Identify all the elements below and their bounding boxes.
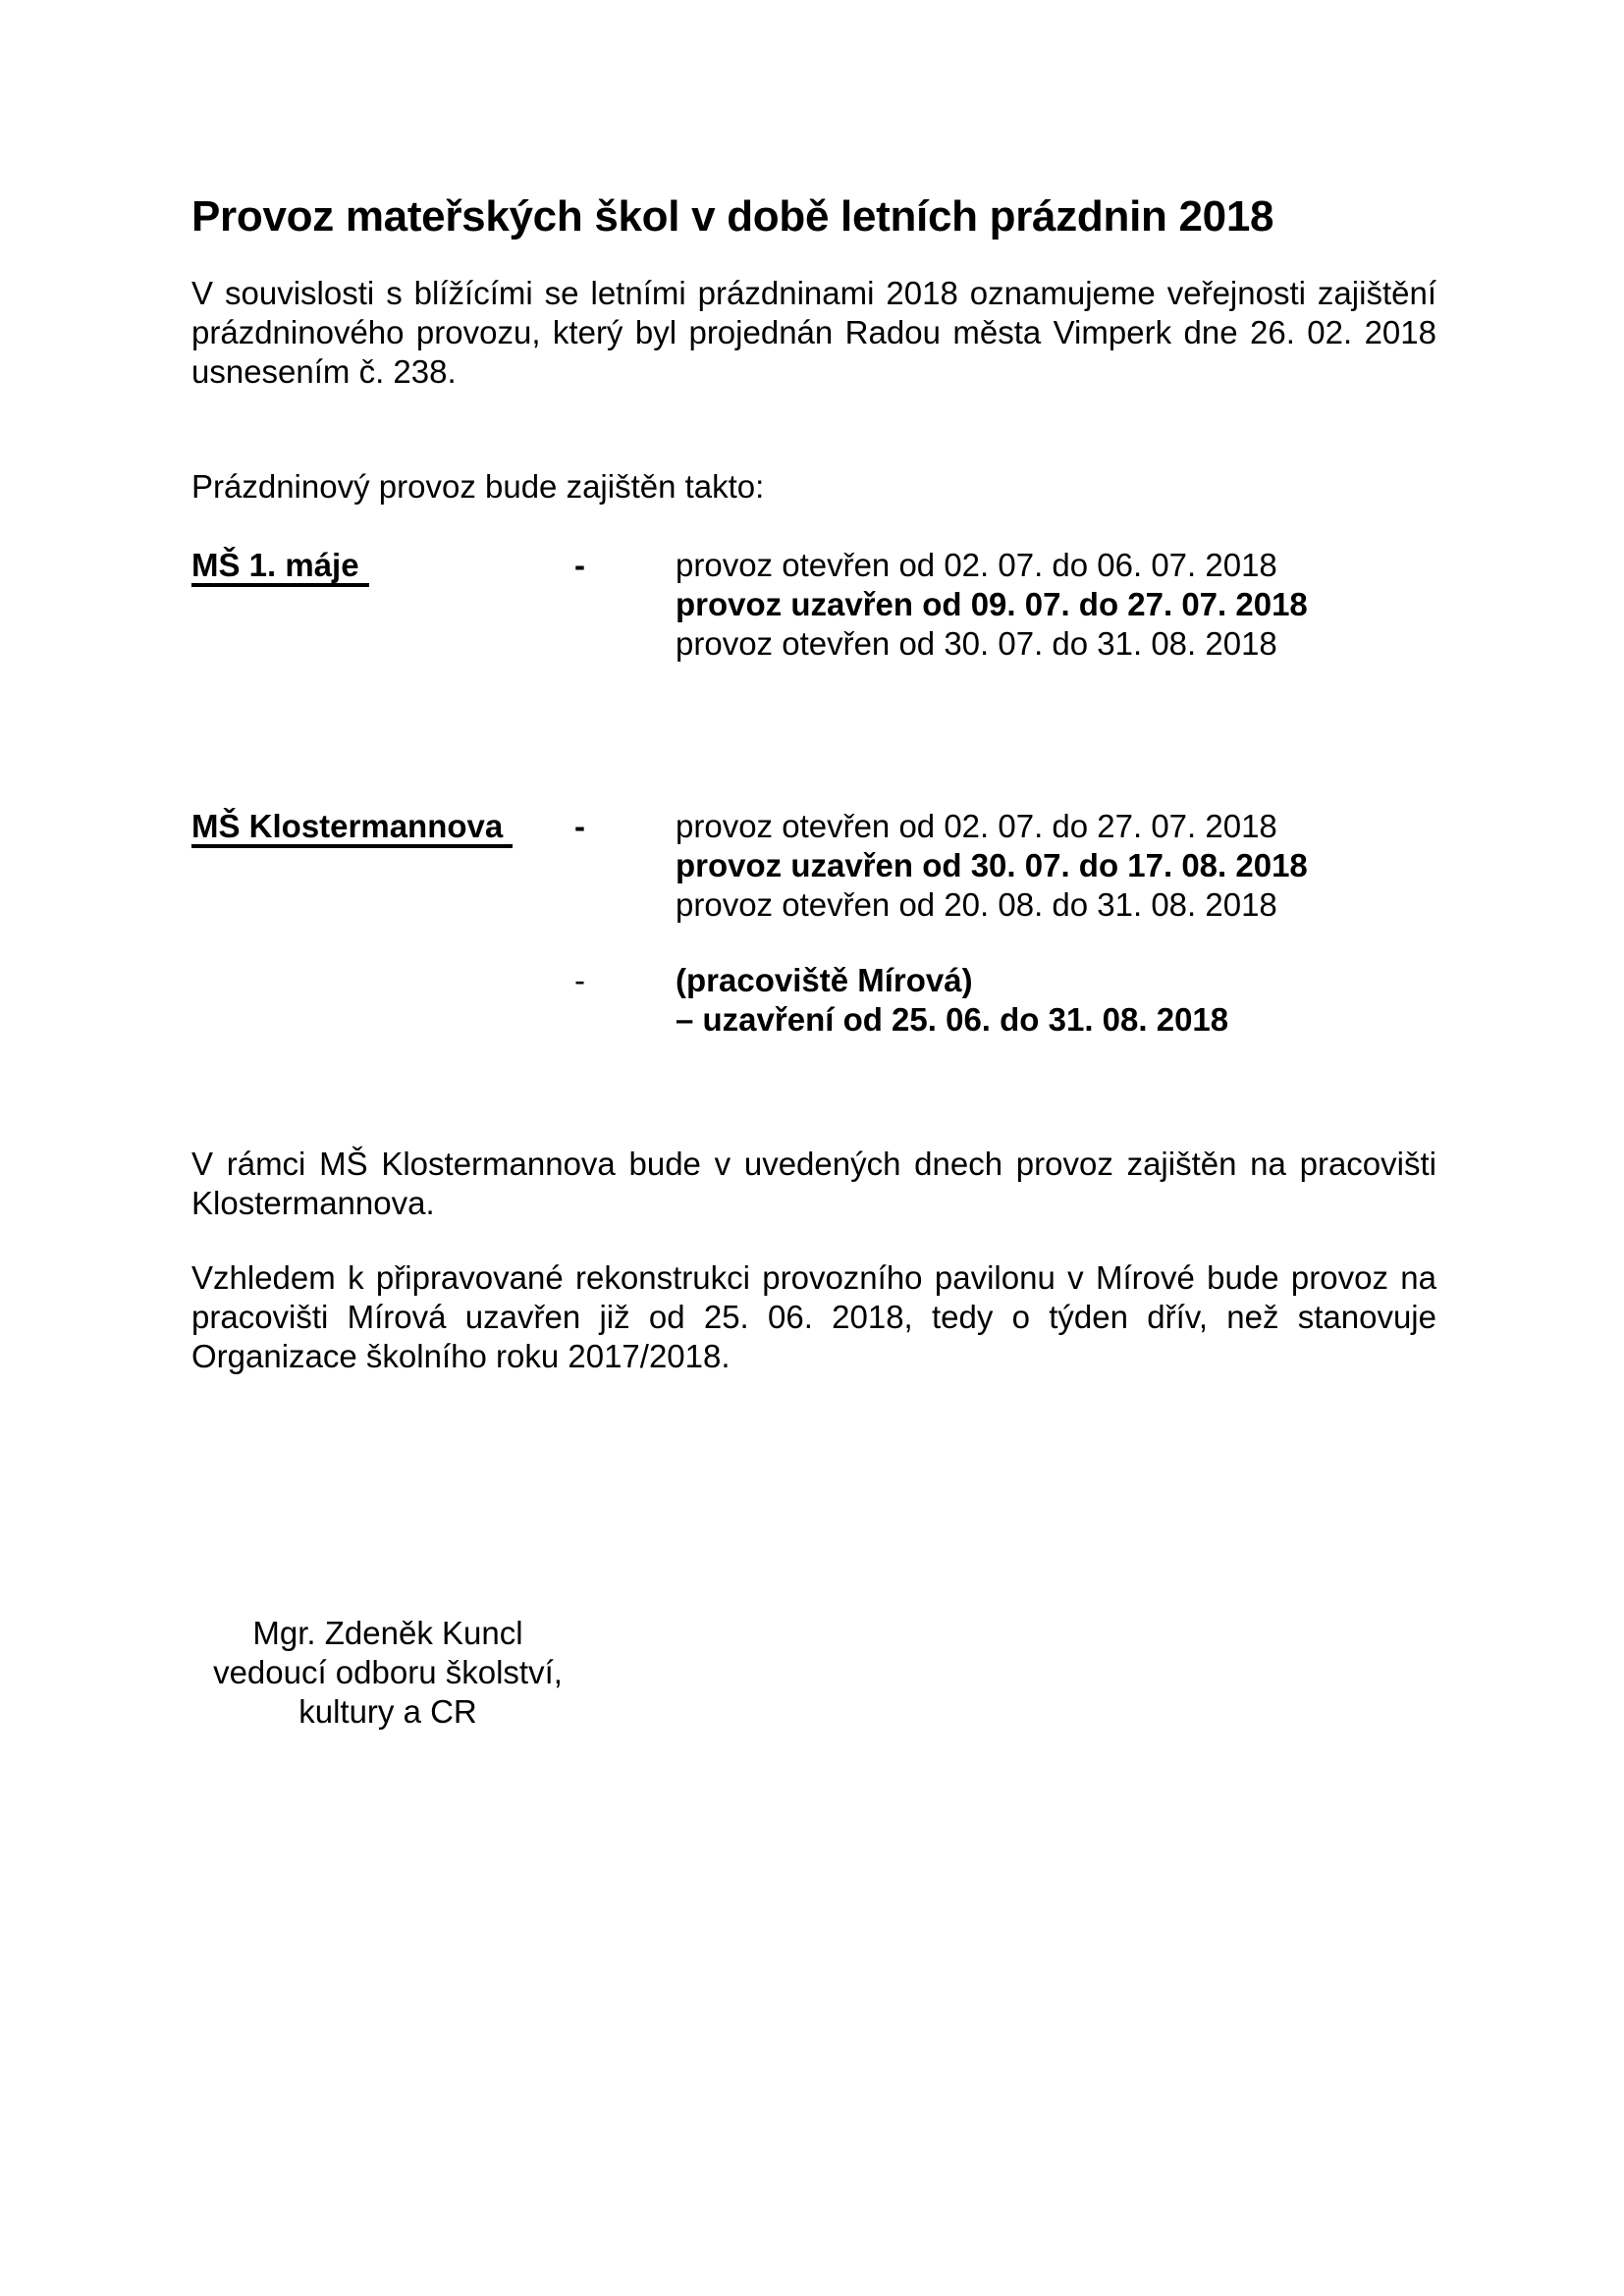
signature-dept: kultury a CR [298,1693,477,1730]
closure-paragraph [191,1145,1436,1223]
empty-label-cell [191,961,574,1040]
mirova-closure-line: – uzavření od 25. 06. do 31. 08. 2018 [676,1001,1229,1038]
school-label-cell [191,807,574,925]
signature-name: Mgr. Zdeněk Kuncl [252,1615,523,1651]
schedule-heading: Prázdninový provoz bude zajištěn takto: [191,468,765,505]
intro-line-2: prázdninového provozu, který byl projednán Radou města Vimperk dne 26. 02. 2018 [191,314,1436,350]
intro-line-3: usnesením č. 238. [191,353,457,390]
school-name-ms-klostermannova: MŠ Klostermannova [191,809,513,848]
schedule-line-open-1: provoz otevřen od 02. 07. do 06. 07. 2018 [676,547,1277,583]
school-name-ms-1-maje: MŠ 1. máje [191,548,369,587]
dash-separator: - [574,962,585,998]
schedule-lines-mirova [676,961,1436,1040]
dash-separator: - [574,547,585,583]
schedule-line-open-1: provoz otevřen od 02. 07. do 27. 07. 2018 [676,808,1277,844]
schedule-row-ms-1-maje [191,546,1436,664]
reconstruction-line-2: pracovišti Mírová uzavřen již od 25. 06. 2018, tedy o týden dřív, než stanovuje [191,1299,1436,1335]
reconstruction-line-3: Organizace školního roku 2017/2018. [191,1338,731,1374]
schedule-line-closed: provoz uzavřen od 09. 07. do 27. 07. 2018 [676,586,1308,622]
schedule-row-mirova [191,961,1436,1040]
schedule-line-closed: provoz uzavřen od 30. 07. do 17. 08. 2018 [676,847,1308,883]
closure-line-2: Klostermannova. [191,1185,435,1221]
signature-title: vedoucí odboru školství, [213,1654,563,1690]
reconstruction-line-1: Vzhledem k připravované rekonstrukci provozního pavilonu v Mírové bude provoz na [191,1259,1436,1296]
intro-line-1: V souvislosti s blížícími se letními prázdninami 2018 oznamujeme veřejnosti zajištění [191,275,1436,311]
intro-paragraph [191,274,1436,392]
document-title: Provoz mateřských škol v době letních prázdnin 2018 [191,192,1274,240]
school-label-cell [191,546,574,664]
reconstruction-paragraph [191,1258,1436,1376]
schedule-lines-ms-klostermannova [676,807,1436,925]
schedule-lines-ms-1-maje [676,546,1436,664]
schedule-line-open-2: provoz otevřen od 30. 07. do 31. 08. 2018 [676,625,1277,662]
mirova-workplace-line: (pracoviště Mírová) [676,962,973,998]
closure-line-1: V rámci MŠ Klostermannova bude v uvedených dnech provoz zajištěn na pracovišti [191,1146,1436,1182]
schedule-row-ms-klostermannova [191,807,1436,925]
dash-separator: - [574,808,585,844]
signature-block [191,1614,584,1732]
schedule-line-open-2: provoz otevřen od 20. 08. do 31. 08. 2018 [676,886,1277,923]
